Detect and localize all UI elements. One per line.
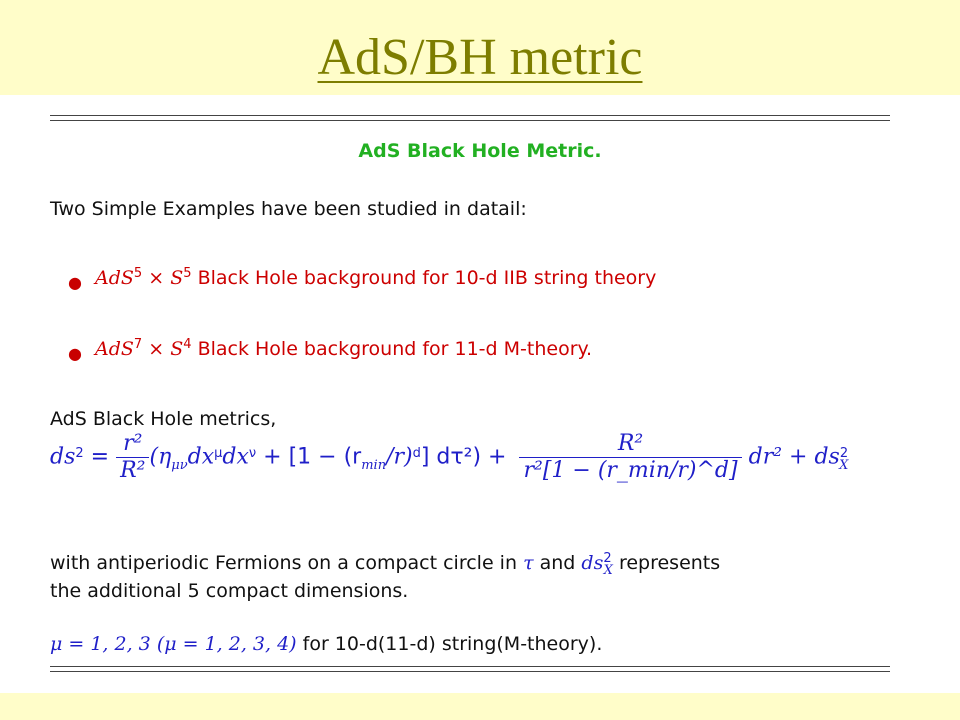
metric-formula: $ds^2$ = $\frac{\text{r²}}{\text{R²}}$ $(\eta_{\mu\nu}dx^\mu dx^\nu + [1 - (r_{min}/r)^d] d\tau^2)$ + $\frac{\text{R²}}{\text{r²[1 − (r\_min/r)\textasciicircum{}d]}}$ $dr^2 + ds^2_X$: [50, 431, 849, 483]
top-rule-1: [50, 115, 890, 116]
bottom-band: [0, 693, 960, 720]
fermions-text-line2: the additional 5 compact dimensions.: [50, 580, 409, 602]
slide-title: AdS/BH metric: [317, 29, 643, 86]
fraction-r2-over-R2: $\frac{\text{r²}}{\text{R²}}$: [116, 433, 149, 482]
fermions-text-line1: with antiperiodic Fermions on a compact circle in τ and $ds^2_X$ represents: [50, 551, 721, 578]
metrics-label: AdS Black Hole metrics,: [50, 408, 277, 430]
bullet-item-2: $AdS^7 \times S^4$ Black Hole background for 11-d M-theory.: [95, 337, 593, 360]
bullet-dot-1: ●: [68, 273, 82, 292]
bottom-rule-2: [50, 671, 890, 672]
content-panel: [0, 95, 960, 693]
bottom-rule-1: [50, 666, 890, 667]
bullet-dot-2: ●: [68, 344, 82, 363]
bullet-item-1: $AdS^5 \times S^5$ Black Hole background for 10-d IIB string theory: [95, 266, 657, 289]
mu-range-text: μ = 1, 2, 3 (μ = 1, 2, 3, 4) for 10-d(11-d) string(M-theory).: [50, 633, 603, 655]
fraction-R2-over-denominator: $\frac{\text{R²}}{\text{r²[1 − (r\_min/r)\textasciicircum{}d]}}$: [519, 433, 741, 482]
section-heading: AdS Black Hole Metric.: [358, 140, 602, 162]
top-rule-2: [50, 120, 890, 121]
intro-text: Two Simple Examples have been studied in datail:: [50, 198, 527, 220]
